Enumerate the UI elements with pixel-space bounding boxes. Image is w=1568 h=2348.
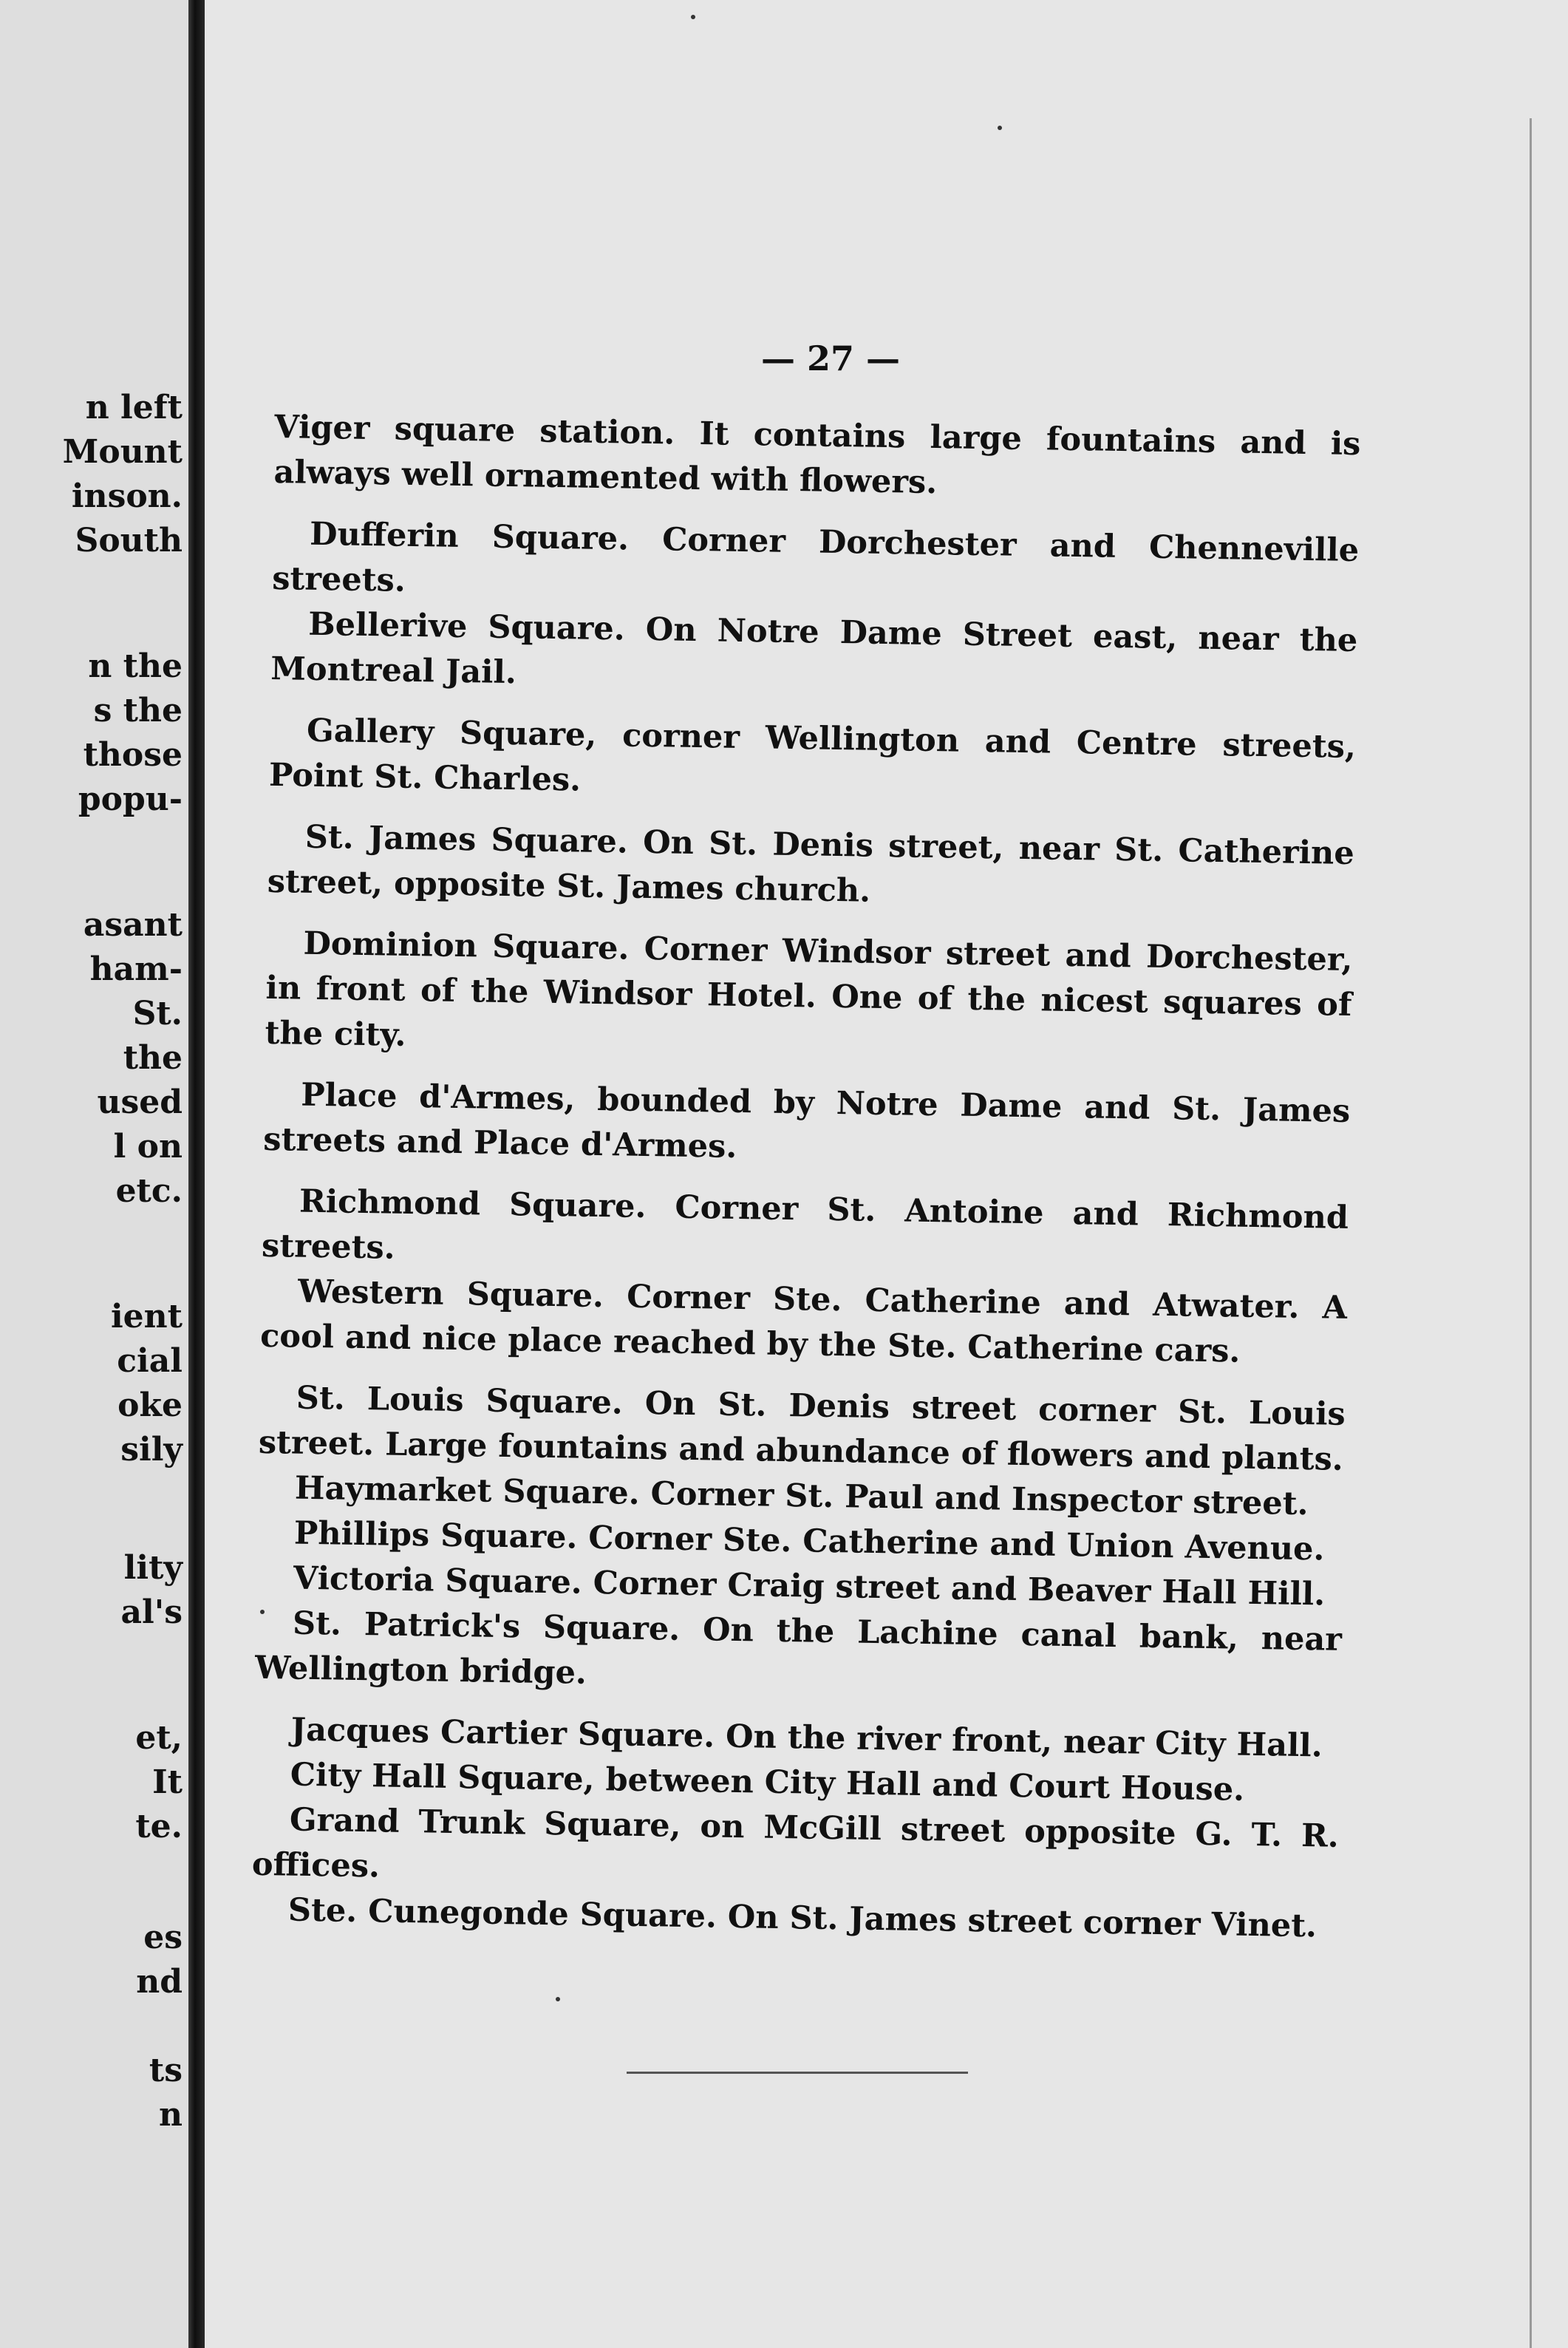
facing-page-fragment: nd bbox=[136, 1963, 183, 2001]
page-number: — 27 — bbox=[761, 338, 901, 378]
facing-page-fragment: ts bbox=[149, 2052, 183, 2089]
facing-page-fragment: al's bbox=[120, 1593, 183, 1631]
facing-page-fragment: South bbox=[75, 522, 183, 559]
paragraph-city-hall-square: City Hall Square, between City Hall and Court House. bbox=[290, 1756, 1245, 1808]
facing-page-fragment: asant bbox=[83, 906, 183, 944]
book-gutter bbox=[188, 0, 205, 2348]
paragraph-victoria-square: Victoria Square. Corner Craig street and Beaver Hall Hill. bbox=[293, 1559, 1326, 1613]
paragraph-haymarket-square: Haymarket Square. Corner St. Paul and Inspector street. bbox=[294, 1469, 1309, 1523]
facing-page-fragment: the bbox=[123, 1039, 183, 1077]
paragraph-richmond-square: Richmond Square. Corner St. Antoine and Richmond streets. bbox=[261, 1182, 1349, 1267]
facing-page-fragment: es bbox=[143, 1919, 183, 1956]
facing-page-fragment: popu- bbox=[78, 780, 183, 818]
paragraph-place-d-armes: Place d'Armes, bounded by Notre Dame and St. James streets and Place d'Armes. bbox=[262, 1076, 1351, 1166]
facing-page-fragment: et, bbox=[135, 1719, 183, 1757]
paragraph-western-square: Western Square. Corner Ste. Catherine and Atwater. A cool and nice place reached by the Ste. Catherine cars. bbox=[259, 1273, 1348, 1370]
page-edge bbox=[1530, 118, 1532, 2348]
page-body bbox=[251, 405, 1361, 1950]
print-speck bbox=[691, 15, 695, 19]
closing-rule bbox=[627, 2072, 968, 2074]
facing-page-fragment: l on bbox=[113, 1128, 183, 1166]
facing-page-fragment: te. bbox=[135, 1808, 183, 1845]
facing-page-fragment: n bbox=[159, 2096, 183, 2134]
paragraph-dominion-square: Dominion Square. Corner Windsor street and Dorchester, in front of the Windsor Hotel. One of the nicest squares of the city. bbox=[265, 925, 1353, 1054]
facing-page-fragment: n left bbox=[85, 389, 183, 426]
facing-page-fragment: ient bbox=[110, 1298, 183, 1335]
facing-page-fragment: lity bbox=[123, 1549, 183, 1587]
facing-page-fragment: Mount bbox=[62, 433, 183, 471]
facing-page-fragment: inson. bbox=[71, 477, 183, 515]
print-speck bbox=[260, 1610, 265, 1614]
facing-page bbox=[0, 0, 188, 2348]
paragraph-viger-square: Viger square station. It contains large fountains and is always well ornamented with flowers. bbox=[273, 408, 1361, 502]
paragraph-ste-cunegonde-square: Ste. Cunegonde Square. On St. James street corner Vinet. bbox=[287, 1891, 1318, 1945]
paragraph-gallery-square: Gallery Square, corner Wellington and Centre streets, Point St. Charles. bbox=[268, 712, 1357, 799]
paragraph-st-james-square: St. James Square. On St. Denis street, near St. Catherine street, opposite St. James church. bbox=[267, 818, 1355, 910]
facing-page-fragment: St. bbox=[132, 995, 183, 1032]
paragraph-phillips-square: Phillips Square. Corner Ste. Catherine and Union Avenue. bbox=[293, 1514, 1325, 1568]
print-speck bbox=[556, 1997, 560, 2001]
facing-page-fragment: those bbox=[83, 736, 183, 774]
facing-page-fragment: ham- bbox=[89, 950, 183, 988]
paragraph-st-patricks-square: St. Patrick's Square. On the Lachine canal bank, near Wellington bridge. bbox=[254, 1605, 1343, 1692]
facing-page-fragment: cial bbox=[117, 1342, 183, 1380]
paragraph-jacques-cartier-square: Jacques Cartier Square. On the river front, near City Hall. bbox=[290, 1711, 1323, 1765]
facing-page-fragment: It bbox=[152, 1763, 183, 1801]
facing-page-fragment: etc. bbox=[115, 1172, 183, 1210]
paragraph-bellerive-square: Bellerive Square. On Notre Dame Street east, near the Montreal Jail. bbox=[270, 605, 1358, 692]
facing-page-fragment: used bbox=[97, 1083, 183, 1121]
facing-page-fragment: oke bbox=[117, 1386, 183, 1424]
facing-page-fragment: n the bbox=[88, 647, 183, 685]
paragraph-grand-trunk-square: Grand Trunk Square, on McGill street opposite G. T. R. offices. bbox=[251, 1801, 1340, 1885]
facing-page-fragment: sily bbox=[120, 1431, 183, 1469]
facing-page-fragment: s the bbox=[93, 692, 183, 729]
print-speck bbox=[998, 126, 1002, 130]
paragraph-st-louis-square: St. Louis Square. On St. Denis street corner St. Louis street. Large fountains and abundance of flowers and plants. bbox=[258, 1379, 1346, 1478]
paragraph-dufferin-square: Dufferin Square. Corner Dorchester and Chenneville streets. bbox=[271, 515, 1360, 599]
